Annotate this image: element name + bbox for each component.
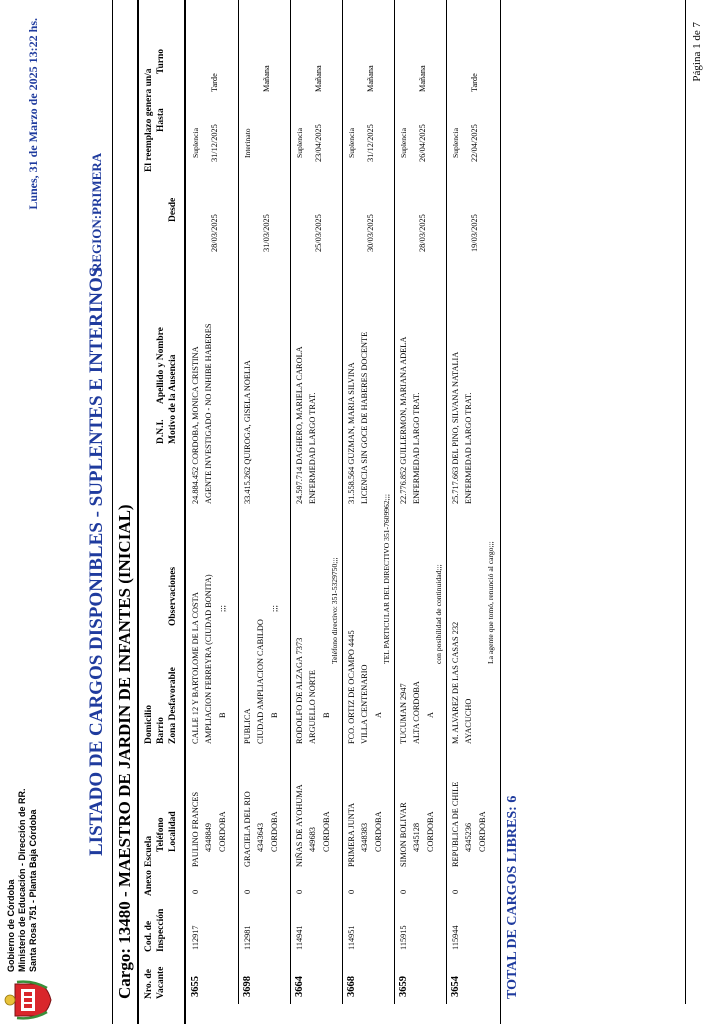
shift: Tarde: [210, 73, 219, 92]
cargo-divider: [137, 0, 139, 1024]
page-title: LISTADO DE CARGOS DISPONIBLES - SUPLENTES E INTERINOS: [86, 266, 107, 856]
report-date: Lunes, 31 de Marzo de 2025 13:22 hs.: [26, 18, 40, 210]
annex: 0: [347, 889, 356, 894]
unfavorable-zone: A: [374, 712, 383, 718]
inspection-code: 115944: [451, 925, 460, 950]
from-date: 28/03/2025: [418, 214, 427, 252]
vacancy-number: 3664: [294, 976, 305, 997]
footer-line: [685, 0, 686, 1004]
until-date: 22/04/2025: [470, 124, 479, 162]
observations-mark: ;;;: [270, 605, 279, 612]
from-date: 28/03/2025: [210, 214, 219, 252]
col-reemplazo-label: El reemplazo genera un/a: [144, 68, 154, 172]
col-zona-label: Zona Desfavorable: [168, 667, 178, 744]
col-domicilio-label: Domicilio: [144, 704, 154, 744]
inspection-code: 114941: [295, 925, 304, 950]
absence-reason: ENFERMEDAD LARGO TRAT.: [308, 392, 317, 504]
page-number: Página 1 de 7: [691, 22, 703, 82]
col-barrio-label: Barrio: [156, 717, 166, 744]
inspection-code: 114951: [347, 925, 356, 950]
col-escuela-label: Escuela: [144, 835, 154, 867]
school-name: NIÑAS DE AYOHUMA: [295, 784, 304, 867]
unfavorable-zone: B: [270, 712, 279, 718]
school-address: RODOLFO DE ALZAGA 7373: [295, 637, 304, 744]
school-address: FCO. ORTIZ DE OCAMPO 4445: [347, 630, 356, 744]
inspection-code: 115915: [399, 925, 408, 950]
school-neighborhood: CIUDAD AMPLIACION CABILDO: [256, 619, 265, 744]
col-nro-label: Nro. de: [144, 969, 154, 999]
annex: 0: [451, 889, 460, 894]
absent-agent: 25.717.663 DEL PINO, SILVANA NATALIA: [451, 351, 460, 504]
replacement-type: Suplencia: [295, 128, 304, 158]
region-label: REGION:PRIMERA: [89, 152, 104, 272]
absent-agent: 33.415.262 QUIROGA, GISELA NOELIA: [243, 360, 252, 504]
school-phone: 4343643: [256, 822, 265, 852]
unfavorable-zone: A: [426, 712, 435, 718]
school-phone: 4348849: [204, 822, 213, 852]
school-locality: CORDOBA: [218, 811, 227, 852]
replacement-type: Suplencia: [191, 128, 200, 158]
school-name: GRACIELA DEL RIO: [243, 791, 252, 867]
org-line-3: Santa Rosa 751 - Planta Baja Córdoba: [28, 809, 38, 972]
org-line-1: Gobierno de Córdoba: [6, 879, 16, 972]
col-hasta-label: Hasta: [156, 108, 166, 132]
shift: Mañana: [314, 65, 323, 92]
col-observaciones-label: Observaciones: [168, 566, 178, 626]
cargo-title: Cargo: 13480 - MAESTRO DE JARDIN DE INFANTES (INICIAL): [115, 504, 134, 999]
from-date: 31/03/2025: [262, 214, 271, 252]
until-date: 31/12/2025: [210, 124, 219, 162]
replacement-type: Suplencia: [347, 128, 356, 158]
school-phone: 4345128: [412, 822, 421, 852]
col-anexo-label: Anexo: [144, 870, 154, 896]
school-locality: CORDOBA: [426, 811, 435, 852]
absence-reason: ENFERMEDAD LARGO TRAT.: [412, 392, 421, 504]
school-locality: CORDOBA: [478, 811, 487, 852]
total-free-positions: TOTAL DE CARGOS LIBRES: 6: [505, 795, 520, 999]
school-neighborhood: VILLA CENTENARIO: [360, 664, 369, 744]
row-separator: [446, 0, 447, 1004]
annex: 0: [295, 889, 304, 894]
table-row: [394, 0, 446, 1024]
observations: con posibilidad de continuidad;;;: [434, 564, 443, 664]
shift: Tarde: [470, 73, 479, 92]
absent-agent: 24.884.452 CORDOBA, MONICA CRISTINA: [191, 346, 200, 504]
school-address: PUBLICA: [243, 708, 252, 744]
annex: 0: [243, 889, 252, 894]
vacancy-number: 3655: [190, 976, 201, 997]
absence-reason: ENFERMEDAD LARGO TRAT.: [464, 392, 473, 504]
school-name: REPUBLICA DE CHILE: [451, 781, 460, 867]
school-phone: 4345236: [464, 822, 473, 852]
annex: 0: [191, 889, 200, 894]
school-phone: 4348383: [360, 822, 369, 852]
until-date: 31/12/2025: [366, 124, 375, 162]
school-neighborhood: ARGUELLO NORTE: [308, 670, 317, 744]
school-neighborhood: AYACUCHO: [464, 698, 473, 744]
col-cod-label: Cod. de: [144, 920, 154, 952]
replacement-type: Suplencia: [399, 128, 408, 158]
row-separator: [394, 0, 395, 1004]
from-date: 30/03/2025: [366, 214, 375, 252]
replacement-type: Suplencia: [451, 128, 460, 158]
school-address: M. ALVAREZ DE LAS CASAS 232: [451, 621, 460, 744]
school-neighborhood: AMPLIACION FERREYRA (CIUDAD BONITA): [204, 574, 213, 744]
vacancy-number: 3698: [242, 976, 253, 997]
shift: Mañana: [418, 65, 427, 92]
until-date: 26/04/2025: [418, 124, 427, 162]
shift: Mañana: [366, 65, 375, 92]
absence-reason: AGENTE INVESTIGADO - NO INHIBE HABERES: [204, 323, 213, 504]
col-nro-label-2: Vacante: [156, 966, 166, 999]
observations: Teléfono directivo: 351-5329750;;;: [330, 557, 339, 664]
table-row: [446, 0, 498, 1024]
absent-agent: 22.776.852 GUILLERMON, MARIANA ADELA: [399, 336, 408, 504]
school-locality: CORDOBA: [270, 811, 279, 852]
observations: TEL PARTICULAR DEL DIRECTIVO 351-7609962;;;: [382, 494, 391, 664]
observations-mark: ;;;: [218, 605, 227, 612]
row-separator: [342, 0, 343, 1004]
school-name: PRIMERA JUNTA: [347, 802, 356, 867]
table-row: [290, 0, 342, 1024]
school-address: TUCUMAN 2947: [399, 683, 408, 744]
col-cod-label-2: Inspección: [156, 908, 166, 952]
school-address: CALLE 12 Y BARTOLOME DE LA COSTA: [191, 591, 200, 744]
header-divider: [112, 0, 113, 1024]
school-name: PAULINO FRANCES: [191, 791, 200, 867]
until-date: 23/04/2025: [314, 124, 323, 162]
school-neighborhood: ALTA CORDOBA: [412, 681, 421, 744]
unfavorable-zone: B: [322, 712, 331, 718]
replacement-type: Interinato: [243, 128, 252, 158]
annex: 0: [399, 889, 408, 894]
vacancy-number: 3668: [346, 976, 357, 997]
school-locality: CORDOBA: [322, 811, 331, 852]
row-separator: [290, 0, 291, 1004]
col-turno-label: Turno: [156, 49, 166, 74]
unfavorable-zone: B: [218, 712, 227, 718]
table-row: [186, 0, 238, 1024]
absent-agent: 31.558.564 GUZMAN, MARIA SILVINA: [347, 362, 356, 504]
org-line-2: Ministerio de Educación - Dirección de RR.: [17, 788, 27, 972]
table-bottom-line: [500, 0, 501, 1024]
inspection-code: 112981: [243, 925, 252, 950]
vacancy-number: 3659: [398, 976, 409, 997]
observations: La agente que tomó, renunció al cargo;;;: [486, 541, 495, 664]
col-telefono-label: Teléfono: [156, 817, 166, 852]
col-apellido-label: Apellido y Nombre: [156, 327, 166, 404]
col-desde-label: Desde: [168, 197, 178, 222]
inspection-code: 112917: [191, 925, 200, 950]
from-date: 19/03/2025: [470, 214, 479, 252]
col-localidad-label: Localidad: [168, 811, 178, 852]
table-row: [238, 0, 290, 1024]
absent-agent: 24.597.714 DAGHERO, MARIELA CAROLA: [295, 346, 304, 504]
school-phone: 449683: [308, 827, 317, 852]
vacancy-number: 3654: [450, 976, 461, 997]
school-locality: CORDOBA: [374, 811, 383, 852]
from-date: 25/03/2025: [314, 214, 323, 252]
shift: Mañana: [262, 65, 271, 92]
col-dni-label: D.N.I.: [156, 419, 166, 444]
government-shield-icon: [3, 978, 53, 1022]
absence-reason: LICENCIA SIN GOCE DE HABERES DOCENTE: [360, 331, 369, 504]
col-motivo-label: Motivo de la Ausencia: [168, 354, 178, 444]
row-separator: [238, 0, 239, 1004]
school-name: SIMON BOLIVAR: [399, 802, 408, 867]
table-row: [342, 0, 394, 1024]
